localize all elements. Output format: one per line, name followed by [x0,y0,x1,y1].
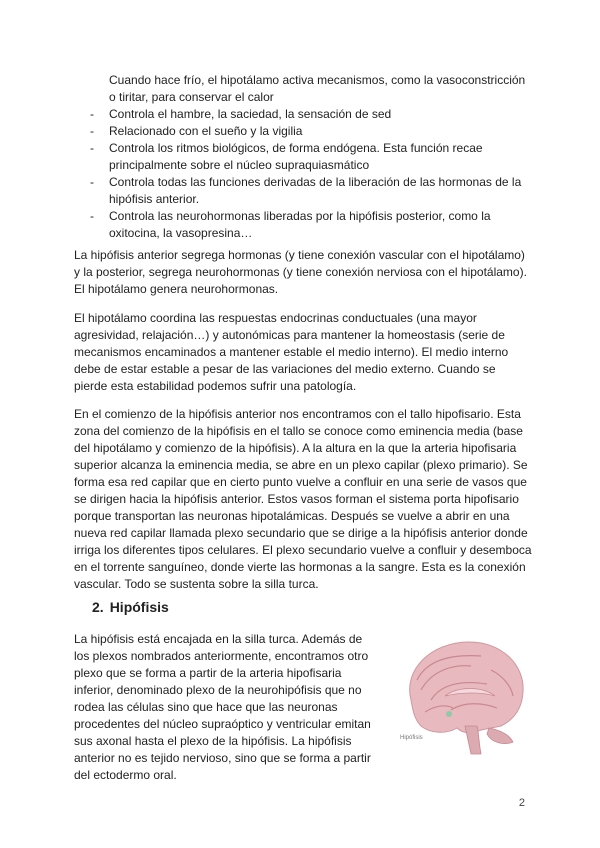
bullet-text: Relacionado con el sueño y la vigilia [109,124,303,138]
bullet-marker: - [90,175,94,189]
bullet-list [90,106,530,242]
paragraph-hypophysis-hormones: La hipófisis anterior segrega hormonas (y tiene conexión vascular con el hipotálamo) y la posterior, segrega neurohormonas (y tiene conexión nerviosa con el hipotálamo). El hipotálamo genera neurohormonas. [74,248,527,296]
continuation-text: Cuando hace frío, el hipotálamo activa mecanismos, como la vasoconstricción o tiritar, para conservar el calor [109,73,526,104]
bullet-marker: - [90,107,94,121]
bullet-marker: - [90,209,94,223]
bullet-text: Controla las neurohormonas liberadas por la hipófisis posterior, como la oxitocina, la vasopresina… [109,209,491,240]
list-item [90,208,530,242]
bullet-text: Controla el hambre, la saciedad, la sensación de sed [109,107,392,121]
list-item [90,140,530,174]
section-heading [92,599,169,615]
figure-label: Hipófisis [400,735,423,741]
paragraph-hypophysis: La hipófisis está encajada en la silla turca. Además de los plexos nombrados anteriormente, encontramos otro plexo que se forma a partir de la arteria hipofisaria inferior, denominado plexo de la neurohipófisis que no rodea las células sino que hace que las neuronas procedentes del núcleo supraóptico y ventricular emitan sus axonal hasta el plexo de la hipófisis. La hipófisis anterior no es tejido nervioso, sino que se forma a partir del ectodermo oral. [74,632,371,782]
list-item [90,123,530,140]
list-item [90,106,530,123]
bullet-text: Controla los ritmos biológicos, de forma endógena. Esta función recae principalmente sobre el núcleo supraquiasmático [109,141,483,172]
bullet-text: Controla todas las funciones derivadas de la liberación de las hormonas de la hipófisis anterior. [109,175,522,206]
list-item [90,174,530,208]
bullet-marker: - [90,141,94,155]
section-number: 2. [92,599,104,615]
paragraph-portal-system: En el comienzo de la hipófisis anterior nos encontramos con el tallo hipofisario. Esta zona del comienzo de la hipófisis en el tallo se conoce como eminencia media (base del hipotálamo y comienzo de la hipófisis). A la altura en la que la arteria hipofisaria superior alcanza la eminencia media, se abre en un plexo capilar (plexo primario). Se forma esa red capilar que en cierto punto vuelve a confluir en una serie de vasos que se dirigen hacia la hipófisis anterior. Estos vasos forman el sistema porta hipofisario porque transportan las neuronas hipotalámicas. Después se vuelve a abrir en una nueva red capilar llamada plexo secundario que se dirige a la hipófisis anterior donde irriga los diferentes tipos celulares. El plexo secundario vuelve a confluir y desemboca en el torrente sanguíneo, donde vierte las hormonas a la sangre. Esta es la conexión vascular. Todo se sustenta sobre la silla turca. [74,407,532,591]
hypophysis-marker [446,711,452,717]
bullet-marker: - [90,124,94,138]
section-title: Hipófisis [109,599,169,615]
page-number: 2 [518,797,525,809]
paragraph-homeostasis: El hipotálamo coordina las respuestas endocrinas conductuales (una mayor agresividad, relajación…) y autonómicas para mantener la homeostasis (serie de mecanismos encaminados a mantener estable el medio interno). El medio interno debe de estar estable a pesar de las variaciones del medio externo. Cuando se pierde esta estabilidad podemos sufrir una patología. [74,311,509,393]
